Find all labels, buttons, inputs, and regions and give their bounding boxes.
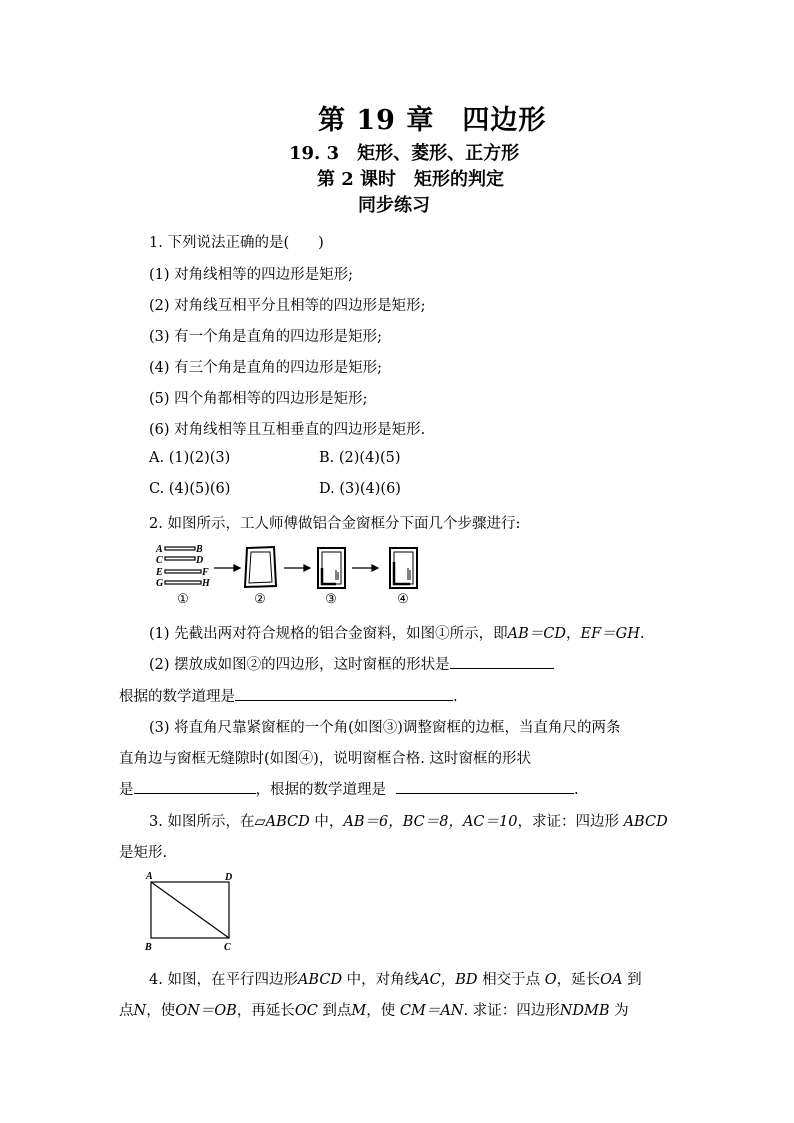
section-title: 19. 3 矩形、菱形、正方形 xyxy=(289,143,520,164)
step-label: ③ xyxy=(325,591,337,606)
bar-label: F xyxy=(202,567,209,578)
vertex-label: B xyxy=(145,942,152,953)
practice-title: 同步练习 xyxy=(358,195,430,216)
answer-blank[interactable] xyxy=(134,779,256,794)
bar-label: B xyxy=(196,544,203,555)
q1-item: (3) 有一个角是直角的四边形是矩形; xyxy=(149,329,383,345)
q1-item: (5) 四个角都相等的四边形是矩形; xyxy=(149,391,368,407)
q1-option-c: C. (4)(5)(6) xyxy=(149,481,231,497)
q1-option-a: A. (1)(2)(3) xyxy=(149,450,231,466)
answer-blank[interactable] xyxy=(396,779,574,794)
q4-line-2: 点N，使ON＝OB，再延长OC 到点M，使 CM＝AN. 求证：四边形NDMB 为 xyxy=(119,1003,629,1019)
q2-line-3: 根据的数学道理是 . xyxy=(119,685,458,706)
aluminum-bar xyxy=(165,557,195,560)
vertex-label: A xyxy=(146,871,153,882)
bar-label: E xyxy=(156,567,163,578)
step-label: ④ xyxy=(397,591,409,606)
bar-label: C xyxy=(156,555,163,566)
aluminum-bar xyxy=(165,581,201,584)
vertex-label: C xyxy=(224,942,231,953)
aluminum-bar xyxy=(165,547,195,550)
aluminum-bar xyxy=(165,570,201,573)
q3-line-1: 3. 如图所示，在▱ABCD 中，AB＝6，BC＝8，AC＝10，求证：四边形 ABCD xyxy=(149,814,668,830)
q1-item: (4) 有三个角是直角的四边形是矩形; xyxy=(149,360,383,376)
step-label: ① xyxy=(177,591,189,606)
answer-blank[interactable] xyxy=(450,654,554,669)
q4-line-1: 4. 如图，在平行四边形ABCD 中，对角线AC，BD 相交于点 O，延长OA 到 xyxy=(149,972,642,988)
rectangle-abcd-figure xyxy=(140,868,245,956)
q2-stem: 2. 如图所示，工人师傅做铝合金窗框分下面几个步骤进行: xyxy=(149,516,521,532)
bar-label: G xyxy=(156,578,164,589)
bar-label: H xyxy=(202,578,210,589)
q2-line-4: (3) 将直角尺靠紧窗框的一个角(如图③)调整窗框的边框，当直角尺的两条 xyxy=(149,720,621,736)
chapter-title: 第 19 章 四边形 xyxy=(318,105,547,136)
q1-item: (6) 对角线相等且互相垂直的四边形是矩形. xyxy=(149,422,426,438)
lesson-title: 第 2 课时 矩形的判定 xyxy=(317,169,505,190)
answer-blank[interactable] xyxy=(235,686,453,701)
bar-label: A xyxy=(156,544,163,555)
q2-line-6: 是 ，根据的数学道理是 . xyxy=(119,778,579,799)
bar-label: D xyxy=(196,555,204,566)
q1-stem: 1. 下列说法正确的是( ) xyxy=(149,235,324,251)
q1-option-b: B. (2)(4)(5) xyxy=(319,450,401,466)
q2-line-1: (1) 先截出两对符合规格的铝合金窗料，如图①所示，即AB＝CD，EF＝GH. xyxy=(149,626,645,642)
window-frame-steps-figure xyxy=(150,540,425,608)
diagonal-ac xyxy=(151,882,229,938)
q1-option-d: D. (3)(4)(6) xyxy=(319,481,401,497)
step-label: ② xyxy=(254,591,266,606)
vertex-label: D xyxy=(225,872,233,883)
q1-item: (2) 对角线互相平分且相等的四边形是矩形; xyxy=(149,298,426,314)
q2-line-2: (2) 摆放成如图②的四边形，这时窗框的形状是 xyxy=(149,653,554,674)
q2-line-5: 直角边与窗框无缝隙时(如图④)，说明窗框合格. 这时窗框的形状 xyxy=(119,751,532,767)
q1-item: (1) 对角线相等的四边形是矩形; xyxy=(149,267,354,283)
q3-line-2: 是矩形. xyxy=(119,845,168,861)
